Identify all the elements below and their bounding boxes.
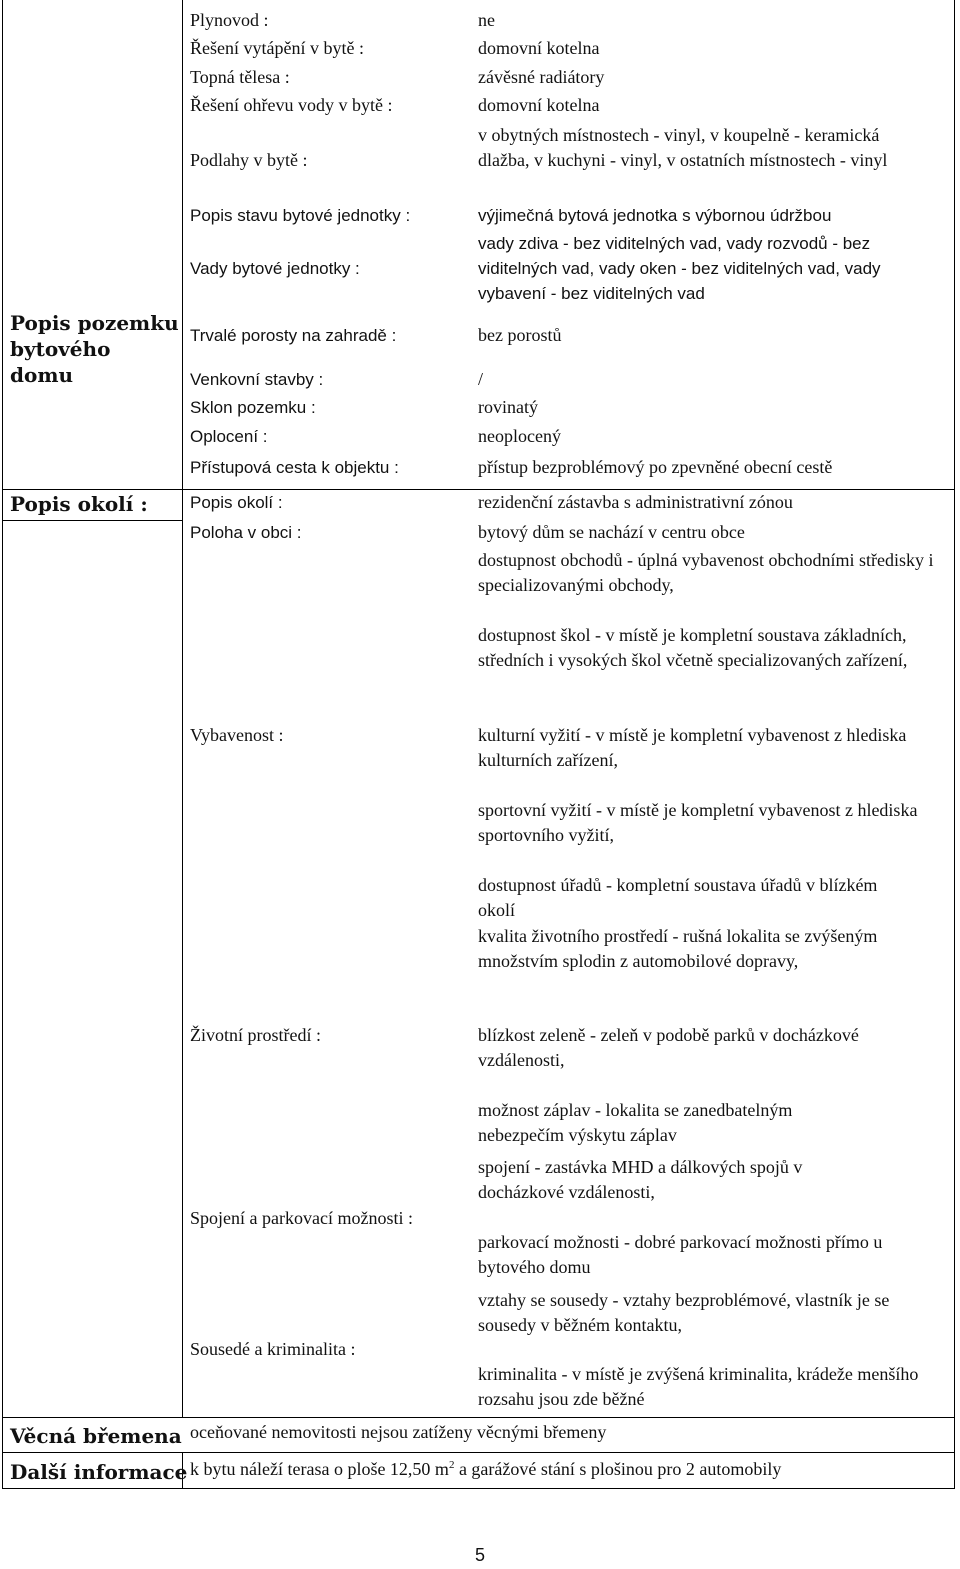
value-prostredi-kvalita: kvalita životního prostředí - rušná lokalita se zvýšeným množstvím splodin z automobilové dopravy, xyxy=(478,926,878,971)
value-oploceni: neoplocený xyxy=(478,426,561,446)
label-podlahy: Podlahy v bytě : xyxy=(190,150,308,170)
heading-vecna-bremena: Věcná břemena xyxy=(10,1424,182,1448)
section-column-divider xyxy=(182,0,183,1417)
value-popis-okoli: rezidenční zástavba s administrativní zónou xyxy=(478,492,793,512)
label-spojeni: Spojení a parkovací možnosti : xyxy=(190,1208,413,1228)
label-vytapeni: Řešení vytápění v bytě : xyxy=(190,38,364,58)
value-podlahy: v obytných místnostech - vinyl, v koupelně - keramická dlažba, v kuchyni - vinyl, v ostatních místnostech - vinyl xyxy=(478,125,888,170)
value-sousede-kriminalita: kriminalita - v místě je zvýšená kriminalita, krádeže menšího rozsahu jsou zde běžné xyxy=(478,1364,919,1409)
value-vybavenost-skoly: dostupnost škol - v místě je kompletní soustava základních, středních i vysokých škol včetně specializovaných zařízení, xyxy=(478,625,908,670)
value-porosty: bez porostů xyxy=(478,325,562,345)
label-ohrev-vody: Řešení ohřevu vody v bytě : xyxy=(190,95,393,115)
label-pristupova-cesta: Přístupová cesta k objektu : xyxy=(190,458,399,477)
value-dalsi-informace xyxy=(190,1457,950,1482)
label-porosty: Trvalé porosty na zahradě : xyxy=(190,326,397,345)
value-topna-telesa: závěsné radiátory xyxy=(478,67,605,87)
heading-popis-okoli: Popis okolí : xyxy=(10,492,148,516)
value-ohrev-vody: domovní kotelna xyxy=(478,95,600,115)
label-plynovod: Plynovod : xyxy=(190,10,269,30)
table-left-border xyxy=(2,0,3,1489)
table-right-border xyxy=(954,0,955,1489)
value-sklon: rovinatý xyxy=(478,397,538,417)
value-vybavenost-kultura: kulturní vyžití - v místě je kompletní vybavenost z hlediska kulturních zařízení, xyxy=(478,725,907,770)
value-spojeni-parkovani: parkovací možnosti - dobré parkovací možnosti přímo u bytového domu xyxy=(478,1232,883,1277)
row-divider-dalsi xyxy=(2,1452,955,1453)
value-vytapeni: domovní kotelna xyxy=(478,38,600,58)
label-vady: Vady bytové jednotky : xyxy=(190,259,360,278)
heading-dalsi-informace: Další informace xyxy=(10,1460,188,1484)
label-sklon: Sklon pozemku : xyxy=(190,398,316,417)
value-stav-jednotky: výjimečná bytová jednotka s výbornou údržbou xyxy=(478,206,832,225)
value-plynovod: ne xyxy=(478,10,495,30)
label-sousede: Sousedé a kriminalita : xyxy=(190,1339,356,1359)
value-venkovni-stavby: / xyxy=(478,369,484,389)
value-vybavenost-sport: sportovní vyžití - v místě je kompletní vybavenost z hlediska sportovního vyžití, xyxy=(478,800,918,845)
heading-popis-pozemku: Popis pozemku bytového domu xyxy=(10,311,179,387)
value-vybavenost-obchody: dostupnost obchodů - úplná vybavenost obchodními středisky i specializovanými obchody, xyxy=(478,550,934,595)
value-poloha: bytový dům se nachází v centru obce xyxy=(478,522,745,542)
label-popis-okoli: Popis okolí : xyxy=(190,493,283,512)
row-divider-bremena xyxy=(2,1417,955,1418)
value-vecna-bremena: oceňované nemovitosti nejsou zatíženy věcnými břemeny xyxy=(190,1422,607,1442)
label-topna-telesa: Topná tělesa : xyxy=(190,67,290,87)
dalsi-text-start: k bytu náleží terasa o ploše 12,50 m xyxy=(190,1459,449,1479)
label-zivotni-prostredi: Životní prostředí : xyxy=(190,1025,321,1045)
value-pristupova-cesta: přístup bezproblémový po zpevněné obecní cestě xyxy=(478,457,833,477)
label-oploceni: Oplocení : xyxy=(190,427,268,446)
label-poloha: Poloha v obci : xyxy=(190,523,302,542)
value-vady: vady zdiva - bez viditelných vad, vady rozvodů - bez viditelných vad, vady oken - bez viditelných vad, vady vybavení - bez viditelných vad xyxy=(478,234,881,303)
row-divider-okoli-end xyxy=(2,520,182,521)
dalsi-text-end: a garážové stání s plošinou pro 2 automobily xyxy=(454,1459,782,1479)
table-bottom-border xyxy=(2,1488,955,1489)
value-sousede-vztahy: vztahy se sousedy - vztahy bezproblémové, vlastník je se sousedy v běžném kontaktu, xyxy=(478,1290,890,1335)
value-vybavenost-urady: dostupnost úřadů - kompletní soustava úřadů v blízkém okolí xyxy=(478,875,878,920)
value-spojeni-mhd: spojení - zastávka MHD a dálkových spojů v docházkové vzdálenosti, xyxy=(478,1157,803,1202)
label-stav-jednotky: Popis stavu bytové jednotky : xyxy=(190,206,411,225)
dalsi-superscript: 2 xyxy=(448,1459,455,1471)
label-venkovni-stavby: Venkovní stavby : xyxy=(190,370,324,389)
page-number: 5 xyxy=(474,1545,485,1565)
label-vybavenost: Vybavenost : xyxy=(190,725,284,745)
value-prostredi-zelen: blízkost zeleně - zeleň v podobě parků v docházkové vzdálenosti, xyxy=(478,1025,859,1070)
value-prostredi-zaplavy: možnost záplav - lokalita se zanedbatelným nebezpečím výskytu záplav xyxy=(478,1100,793,1145)
